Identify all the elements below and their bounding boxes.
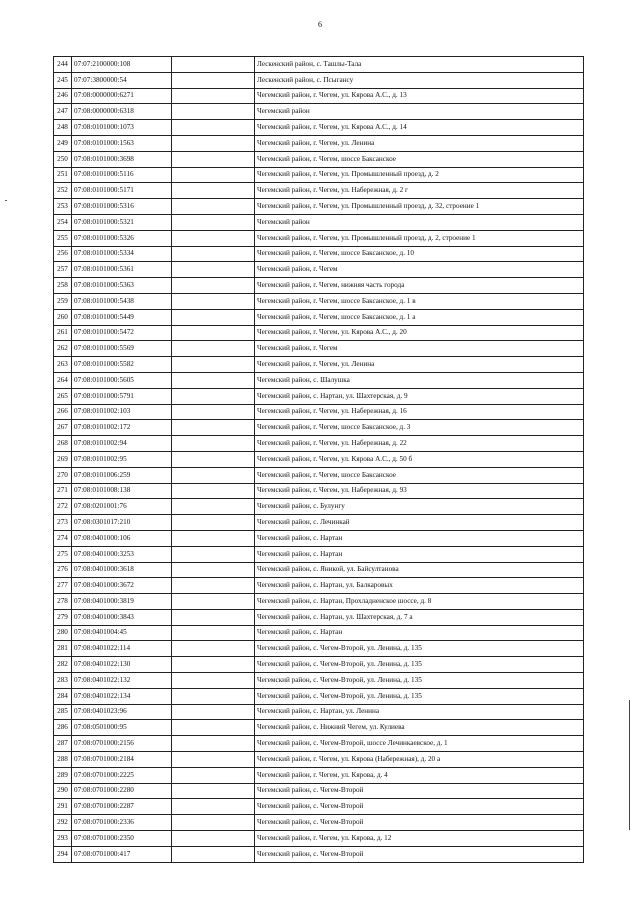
blank-cell	[172, 404, 255, 420]
cadastral-number: 07:08:0701000:2287	[72, 799, 172, 815]
table-row	[54, 609, 584, 625]
table-row	[54, 357, 584, 373]
blank-cell	[172, 578, 255, 594]
table-row	[54, 594, 584, 610]
cadastral-number: 07:08:0101002:172	[72, 420, 172, 436]
address-cell: Чегемский район, с. Лечинкай	[255, 515, 584, 531]
blank-cell	[172, 372, 255, 388]
table-row	[54, 420, 584, 436]
row-number: 287	[54, 736, 72, 752]
row-number: 272	[54, 499, 72, 515]
row-number: 244	[54, 57, 72, 73]
row-number: 253	[54, 199, 72, 215]
cadastral-number: 07:08:0701000:417	[72, 846, 172, 862]
row-number: 284	[54, 688, 72, 704]
row-number: 276	[54, 562, 72, 578]
row-number: 254	[54, 214, 72, 230]
table-row	[54, 578, 584, 594]
blank-cell	[172, 483, 255, 499]
blank-cell	[172, 293, 255, 309]
row-number: 245	[54, 72, 72, 88]
address-cell: Чегемский район	[255, 104, 584, 120]
blank-cell	[172, 246, 255, 262]
row-number: 260	[54, 309, 72, 325]
cadastral-number: 07:07:2100000:108	[72, 57, 172, 73]
table-row	[54, 815, 584, 831]
address-cell: Чегемский район, г. Чегем, ул. Кярова А.С., д. 13	[255, 88, 584, 104]
row-number: 277	[54, 578, 72, 594]
blank-cell	[172, 88, 255, 104]
table-row	[54, 388, 584, 404]
row-number: 258	[54, 278, 72, 294]
blank-cell	[172, 214, 255, 230]
address-cell: Чегемский район, с. Нартан, ул. Шахтерская, д. 7 а	[255, 609, 584, 625]
table-row	[54, 752, 584, 768]
table-row	[54, 515, 584, 531]
table-row	[54, 120, 584, 136]
row-number: 259	[54, 293, 72, 309]
table-row	[54, 183, 584, 199]
row-number: 278	[54, 594, 72, 610]
address-cell: Чегемский район, с. Шалушка	[255, 372, 584, 388]
cadastral-number: 07:08:0701000:2280	[72, 783, 172, 799]
table-row	[54, 372, 584, 388]
address-cell: Чегемский район, г. Чегем, ул. Промышленный проезд, д. 32, строение 1	[255, 199, 584, 215]
row-number: 263	[54, 357, 72, 373]
cadastral-number: 07:08:0101000:5438	[72, 293, 172, 309]
address-cell: Чегемский район, с. Нартан	[255, 546, 584, 562]
address-cell: Чегемский район, г. Чегем, нижняя часть города	[255, 278, 584, 294]
row-number: 280	[54, 625, 72, 641]
table-row	[54, 341, 584, 357]
address-cell: Чегемский район, с. Чегем-Второй, ул. Ленина, д. 135	[255, 657, 584, 673]
blank-cell	[172, 594, 255, 610]
cadastral-number: 07:07:3800000:54	[72, 72, 172, 88]
cadastral-number: 07:08:0101000:5449	[72, 309, 172, 325]
blank-cell	[172, 183, 255, 199]
row-number: 252	[54, 183, 72, 199]
table-row	[54, 72, 584, 88]
row-number: 248	[54, 120, 72, 136]
scan-mark-left	[5, 200, 7, 201]
address-cell: Чегемский район, г. Чегем, ул. Кярова, д. 12	[255, 831, 584, 847]
blank-cell	[172, 688, 255, 704]
address-cell: Чегемский район, с. Нартан, ул. Шахтерская, д. 9	[255, 388, 584, 404]
address-cell: Чегемский район, с. Чегем-Второй, ул. Ленина, д. 135	[255, 673, 584, 689]
address-cell: Чегемский район, с. Чегем-Второй	[255, 783, 584, 799]
row-number: 247	[54, 104, 72, 120]
row-number: 267	[54, 420, 72, 436]
cadastral-number: 07:08:0101002:103	[72, 404, 172, 420]
cadastral-number: 07:08:0401000:3618	[72, 562, 172, 578]
cadastral-number: 07:08:0701000:2336	[72, 815, 172, 831]
cadastral-number: 07:08:0401023:96	[72, 704, 172, 720]
blank-cell	[172, 262, 255, 278]
row-number: 271	[54, 483, 72, 499]
blank-cell	[172, 562, 255, 578]
table-row	[54, 673, 584, 689]
address-cell: Чегемский район, с. Чегем-Второй	[255, 846, 584, 862]
blank-cell	[172, 736, 255, 752]
row-number: 294	[54, 846, 72, 862]
cadastral-number: 07:08:0101000:5363	[72, 278, 172, 294]
address-cell: Чегемский район, с. Чегем-Второй, ул. Ленина, д. 135	[255, 688, 584, 704]
address-cell: Лескенский район, с. Псыгансу	[255, 72, 584, 88]
table-row	[54, 483, 584, 499]
blank-cell	[172, 72, 255, 88]
blank-cell	[172, 135, 255, 151]
blank-cell	[172, 657, 255, 673]
blank-cell	[172, 420, 255, 436]
address-cell: Чегемский район, г. Чегем, ул. Кярова А.С., д. 14	[255, 120, 584, 136]
blank-cell	[172, 357, 255, 373]
cadastral-number: 07:08:0401000:3843	[72, 609, 172, 625]
cadastral-number: 07:08:0101000:5582	[72, 357, 172, 373]
cadastral-number: 07:08:0101000:5316	[72, 199, 172, 215]
blank-cell	[172, 530, 255, 546]
table-row	[54, 562, 584, 578]
address-cell: Чегемский район, г. Чегем, ул. Набережная, д. 2 г	[255, 183, 584, 199]
address-cell: Чегемский район, г. Чегем, шоссе Баксанское, д. 10	[255, 246, 584, 262]
row-number: 273	[54, 515, 72, 531]
address-cell: Чегемский район, г. Чегем, шоссе Баксанское, д. 3	[255, 420, 584, 436]
blank-cell	[172, 546, 255, 562]
address-cell: Чегемский район, г. Чегем, ул. Кярова А.С., д. 20	[255, 325, 584, 341]
cadastral-number: 07:08:0401022:132	[72, 673, 172, 689]
cadastral-number: 07:08:0401022:134	[72, 688, 172, 704]
scan-mark-right	[629, 700, 630, 830]
blank-cell	[172, 167, 255, 183]
cadastral-number: 07:08:0301017:210	[72, 515, 172, 531]
blank-cell	[172, 815, 255, 831]
blank-cell	[172, 451, 255, 467]
table-row	[54, 846, 584, 862]
cadastral-number: 07:08:0401000:106	[72, 530, 172, 546]
blank-cell	[172, 104, 255, 120]
address-cell: Чегемский район, г. Чегем, шоссе Баксанское, д. 1 в	[255, 293, 584, 309]
cadastral-number: 07:08:0101000:3698	[72, 151, 172, 167]
row-number: 255	[54, 230, 72, 246]
row-number: 268	[54, 436, 72, 452]
address-cell: Чегемский район, г. Чегем, ул. Набережная, д. 93	[255, 483, 584, 499]
cadastral-number: 07:08:0101000:5472	[72, 325, 172, 341]
row-number: 288	[54, 752, 72, 768]
table-row	[54, 246, 584, 262]
cadastral-number: 07:08:0101000:5605	[72, 372, 172, 388]
cadastral-number: 07:08:0401022:130	[72, 657, 172, 673]
table-row	[54, 214, 584, 230]
blank-cell	[172, 673, 255, 689]
blank-cell	[172, 325, 255, 341]
row-number: 282	[54, 657, 72, 673]
blank-cell	[172, 831, 255, 847]
table-row	[54, 467, 584, 483]
table-row	[54, 451, 584, 467]
cadastral-number: 07:08:0401004:45	[72, 625, 172, 641]
table-row	[54, 135, 584, 151]
blank-cell	[172, 467, 255, 483]
blank-cell	[172, 278, 255, 294]
cadastral-number: 07:08:0101006:259	[72, 467, 172, 483]
address-cell: Чегемский район, с. Яникой, ул. Байсултанова	[255, 562, 584, 578]
table-row	[54, 625, 584, 641]
address-cell: Чегемский район, г. Чегем, ул. Ленина	[255, 135, 584, 151]
table-body	[54, 57, 584, 863]
address-cell: Чегемский район, г. Чегем, ул. Промышленный проезд, д. 2, строение 1	[255, 230, 584, 246]
row-number: 279	[54, 609, 72, 625]
address-cell: Чегемский район, с. Нартан	[255, 530, 584, 546]
blank-cell	[172, 57, 255, 73]
blank-cell	[172, 609, 255, 625]
page-number: 6	[318, 20, 322, 29]
cadastral-number: 07:08:0101000:5361	[72, 262, 172, 278]
blank-cell	[172, 641, 255, 657]
address-cell: Чегемский район, г. Чегем, ул. Кярова, д. 4	[255, 767, 584, 783]
blank-cell	[172, 151, 255, 167]
blank-cell	[172, 767, 255, 783]
cadastral-number: 07:08:0101000:5326	[72, 230, 172, 246]
blank-cell	[172, 309, 255, 325]
blank-cell	[172, 783, 255, 799]
table-row	[54, 404, 584, 420]
cadastral-number: 07:08:0401000:3672	[72, 578, 172, 594]
address-cell: Чегемский район, с. Нартан, ул. Ленина	[255, 704, 584, 720]
table-row	[54, 262, 584, 278]
row-number: 265	[54, 388, 72, 404]
cadastral-number: 07:08:0101000:1563	[72, 135, 172, 151]
cadastral-number: 07:08:0000000:6271	[72, 88, 172, 104]
table-row	[54, 325, 584, 341]
address-cell: Чегемский район, г. Чегем, шоссе Баксанское	[255, 467, 584, 483]
row-number: 293	[54, 831, 72, 847]
address-cell: Чегемский район, с. Чегем-Второй, ул. Ленина, д. 135	[255, 641, 584, 657]
address-cell: Чегемский район, г. Чегем, ул. Промышленный проезд, д. 2	[255, 167, 584, 183]
blank-cell	[172, 720, 255, 736]
blank-cell	[172, 341, 255, 357]
table-row	[54, 831, 584, 847]
cadastral-number: 07:08:0201001:76	[72, 499, 172, 515]
table-row	[54, 88, 584, 104]
cadastral-number: 07:08:0101000:5569	[72, 341, 172, 357]
address-cell: Чегемский район, с. Нартан, Прохладненское шоссе, д. 8	[255, 594, 584, 610]
address-cell: Чегемский район, г. Чегем, ул. Ленина	[255, 357, 584, 373]
row-number: 281	[54, 641, 72, 657]
cadastral-number: 07:08:0701000:2225	[72, 767, 172, 783]
row-number: 292	[54, 815, 72, 831]
row-number: 261	[54, 325, 72, 341]
table-row	[54, 199, 584, 215]
table-row	[54, 546, 584, 562]
row-number: 266	[54, 404, 72, 420]
row-number: 274	[54, 530, 72, 546]
blank-cell	[172, 752, 255, 768]
blank-cell	[172, 515, 255, 531]
cadastral-number: 07:08:0101008:138	[72, 483, 172, 499]
cadastral-number: 07:08:0000000:6318	[72, 104, 172, 120]
address-cell: Чегемский район, с. Чегем-Второй, шоссе Лечинкаевское, д. 1	[255, 736, 584, 752]
cadastral-number: 07:08:0701000:2156	[72, 736, 172, 752]
address-cell: Чегемский район, с. Чегем-Второй	[255, 815, 584, 831]
table-row	[54, 641, 584, 657]
blank-cell	[172, 120, 255, 136]
row-number: 283	[54, 673, 72, 689]
table-row	[54, 530, 584, 546]
cadastral-number: 07:08:0101000:5334	[72, 246, 172, 262]
cadastral-number: 07:08:0101002:94	[72, 436, 172, 452]
table-row	[54, 57, 584, 73]
row-number: 246	[54, 88, 72, 104]
row-number: 256	[54, 246, 72, 262]
blank-cell	[172, 846, 255, 862]
table-row	[54, 104, 584, 120]
row-number: 289	[54, 767, 72, 783]
address-cell: Чегемский район, с. Нартан, ул. Балкаровых	[255, 578, 584, 594]
table-row	[54, 736, 584, 752]
table-row	[54, 657, 584, 673]
table-row	[54, 720, 584, 736]
cadastral-number: 07:08:0101000:1073	[72, 120, 172, 136]
row-number: 286	[54, 720, 72, 736]
cadastral-number: 07:08:0501000:95	[72, 720, 172, 736]
blank-cell	[172, 625, 255, 641]
address-cell: Чегемский район	[255, 214, 584, 230]
row-number: 251	[54, 167, 72, 183]
address-cell: Чегемский район, г. Чегем, шоссе Баксанское, д. 1 а	[255, 309, 584, 325]
row-number: 264	[54, 372, 72, 388]
table-row	[54, 167, 584, 183]
row-number: 250	[54, 151, 72, 167]
cadastral-number: 07:08:0101000:5321	[72, 214, 172, 230]
table-row	[54, 230, 584, 246]
cadastral-number: 07:08:0401000:3819	[72, 594, 172, 610]
address-cell: Чегемский район, г. Чегем, ул. Набережная, д. 22	[255, 436, 584, 452]
address-cell: Чегемский район, с. Булунгу	[255, 499, 584, 515]
address-cell: Чегемский район, г. Чегем, ул. Набережная, д. 16	[255, 404, 584, 420]
row-number: 291	[54, 799, 72, 815]
cadastral-number: 07:08:0101002:95	[72, 451, 172, 467]
address-cell: Чегемский район, г. Чегем, ул. Кярова А.С., д. 50 б	[255, 451, 584, 467]
blank-cell	[172, 436, 255, 452]
row-number: 249	[54, 135, 72, 151]
blank-cell	[172, 230, 255, 246]
cadastral-number: 07:08:0101000:5791	[72, 388, 172, 404]
address-cell: Чегемский район, г. Чегем	[255, 262, 584, 278]
address-cell: Чегемский район, с. Чегем-Второй	[255, 799, 584, 815]
address-cell: Чегемский район, г. Чегем, шоссе Баксанское	[255, 151, 584, 167]
blank-cell	[172, 499, 255, 515]
row-number: 270	[54, 467, 72, 483]
cadastral-number: 07:08:0101000:5171	[72, 183, 172, 199]
row-number: 269	[54, 451, 72, 467]
cadastral-number: 07:08:0401022:114	[72, 641, 172, 657]
cadastral-number: 07:08:0701000:2350	[72, 831, 172, 847]
table-row	[54, 688, 584, 704]
table-row	[54, 278, 584, 294]
cadastral-number: 07:08:0701000:2184	[72, 752, 172, 768]
table-row	[54, 309, 584, 325]
table-row	[54, 499, 584, 515]
table-row	[54, 151, 584, 167]
table-row	[54, 767, 584, 783]
blank-cell	[172, 704, 255, 720]
address-cell: Чегемский район, с. Нартан	[255, 625, 584, 641]
row-number: 285	[54, 704, 72, 720]
blank-cell	[172, 388, 255, 404]
blank-cell	[172, 199, 255, 215]
table-row	[54, 783, 584, 799]
cadastral-number: 07:08:0401000:3253	[72, 546, 172, 562]
table-row	[54, 799, 584, 815]
table-row	[54, 436, 584, 452]
table-row	[54, 293, 584, 309]
table-row	[54, 704, 584, 720]
address-cell: Чегемский район, г. Чегем	[255, 341, 584, 357]
row-number: 290	[54, 783, 72, 799]
blank-cell	[172, 799, 255, 815]
address-cell: Лескенский район, с. Ташлы-Тала	[255, 57, 584, 73]
row-number: 262	[54, 341, 72, 357]
cadastral-number: 07:08:0101000:5116	[72, 167, 172, 183]
address-cell: Чегемский район, с. Нижний Чегем, ул. Кулиева	[255, 720, 584, 736]
row-number: 275	[54, 546, 72, 562]
cadastral-registry-table	[53, 56, 584, 863]
address-cell: Чегемский район, г. Чегем, ул. Кярова (Набережная), д. 20 а	[255, 752, 584, 768]
row-number: 257	[54, 262, 72, 278]
